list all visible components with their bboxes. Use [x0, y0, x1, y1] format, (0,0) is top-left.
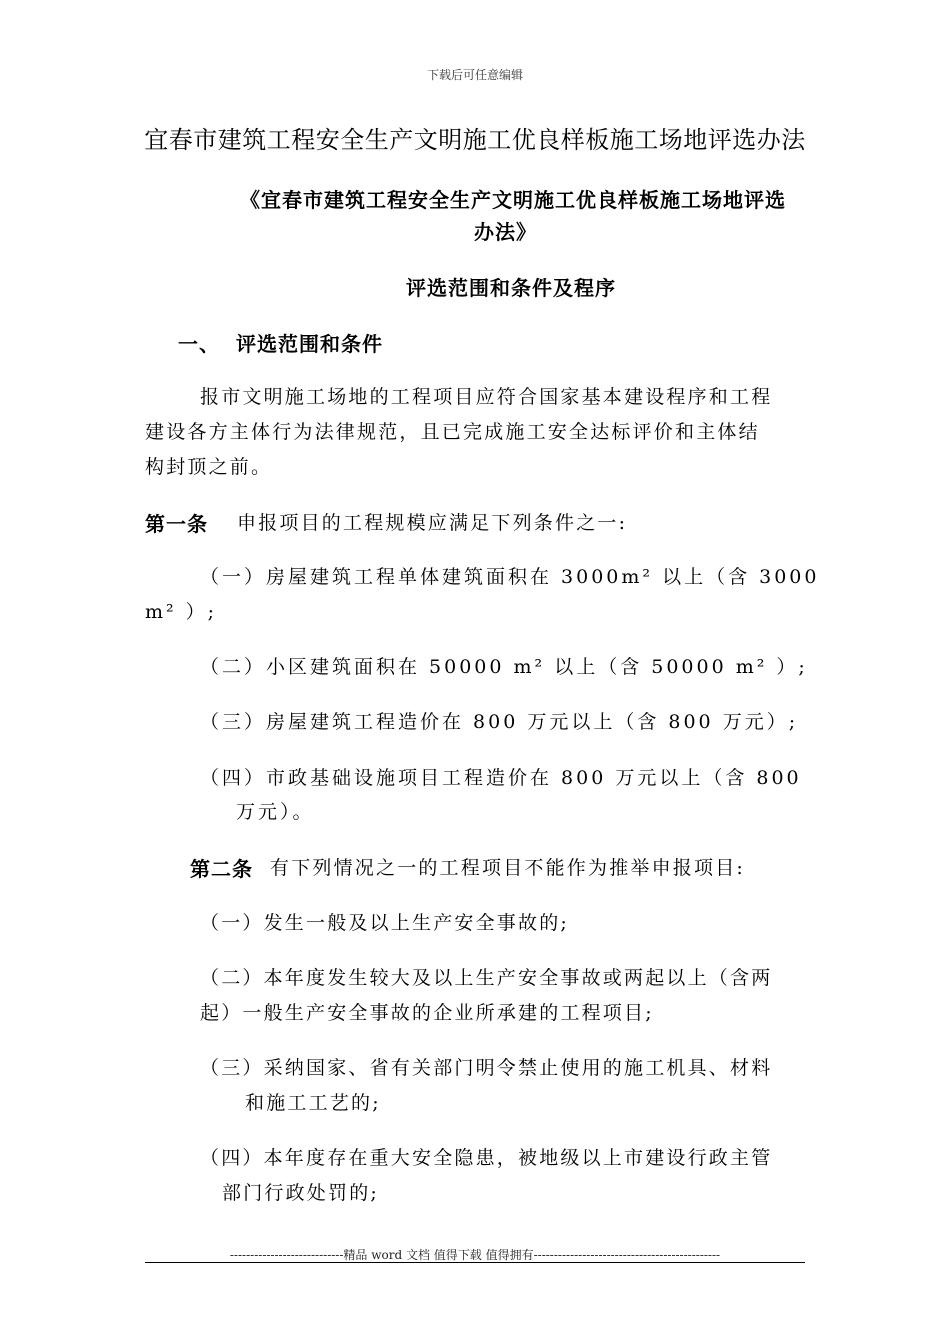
intro-line-3: 构封顶之前。 — [145, 456, 273, 478]
article-2-item-4-line-1: （四）本年度存在重大安全隐患，被地级以上市建设行政主管 — [200, 1147, 773, 1169]
article-1-item-4-line-1: （四）市政基础设施项目工程造价在 800 万元以上（含 800 — [200, 767, 802, 789]
footer-text: ----------------------------精品 word 文档 值得下载 值得拥有---------------------------------------------- — [229, 1248, 721, 1262]
article-1-item-3: （三）房屋建筑工程造价在 800 万元以上（含 800 万元）; — [200, 711, 799, 733]
footer-divider — [145, 1262, 805, 1263]
intro-line-2: 建设各方主体行为法律规范，且已完成施工安全达标评价和主体结 — [145, 421, 760, 443]
intro-line-1: 报市文明施工场地的工程项目应符合国家基本建设程序和工程 — [200, 386, 773, 408]
article-1-item-2: （二）小区建筑面积在 50000 m² 以上（含 50000 m² ）; — [200, 656, 808, 678]
article-2-item-2-line-2: 起）一般生产安全事故的企业所承建的工程项目; — [200, 1002, 654, 1024]
article-2-item-1: （一）发生一般及以上生产安全事故的; — [200, 912, 570, 934]
section-heading: 评选范围和条件及程序 — [406, 276, 616, 300]
article-2-text: 有下列情况之一的工程项目不能作为推举申报项目: — [270, 857, 746, 879]
article-2-item-3-line-1: （三）采纳国家、省有关部门明令禁止使用的施工机具、材料 — [200, 1057, 773, 1079]
subtitle-line-2: 办法》 — [474, 220, 537, 244]
article-1-label: 第一条 — [145, 512, 208, 536]
article-2-item-4-line-2: 部门行政处罚的; — [222, 1182, 380, 1204]
part-one-title: 评选范围和条件 — [236, 332, 383, 356]
article-1-text: 申报项目的工程规模应满足下列条件之一: — [237, 512, 628, 534]
article-2-item-3-line-2: 和施工工艺的; — [245, 1092, 381, 1114]
subtitle-line-1: 《宜春市建筑工程安全生产文明施工优良样板施工场地评选 — [240, 188, 786, 212]
article-1-item-1-line-1: （一）房屋建筑工程单体建筑面积在 3000m² 以上（含 3000 — [200, 566, 820, 588]
article-2-item-2-line-1: （二）本年度发生较大及以上生产安全事故或两起以上（含两 — [200, 967, 773, 989]
document-title: 宜春市建筑工程安全生产文明施工优良样板施工场地评选办法 — [144, 126, 806, 154]
article-1-item-4-line-2: 万元）。 — [236, 801, 315, 823]
header-note: 下载后可任意编辑 — [426, 68, 523, 82]
part-one-number: 一、 — [178, 332, 220, 356]
article-2-label: 第二条 — [190, 857, 253, 881]
article-1-item-1-line-2: m² ）; — [145, 601, 218, 623]
